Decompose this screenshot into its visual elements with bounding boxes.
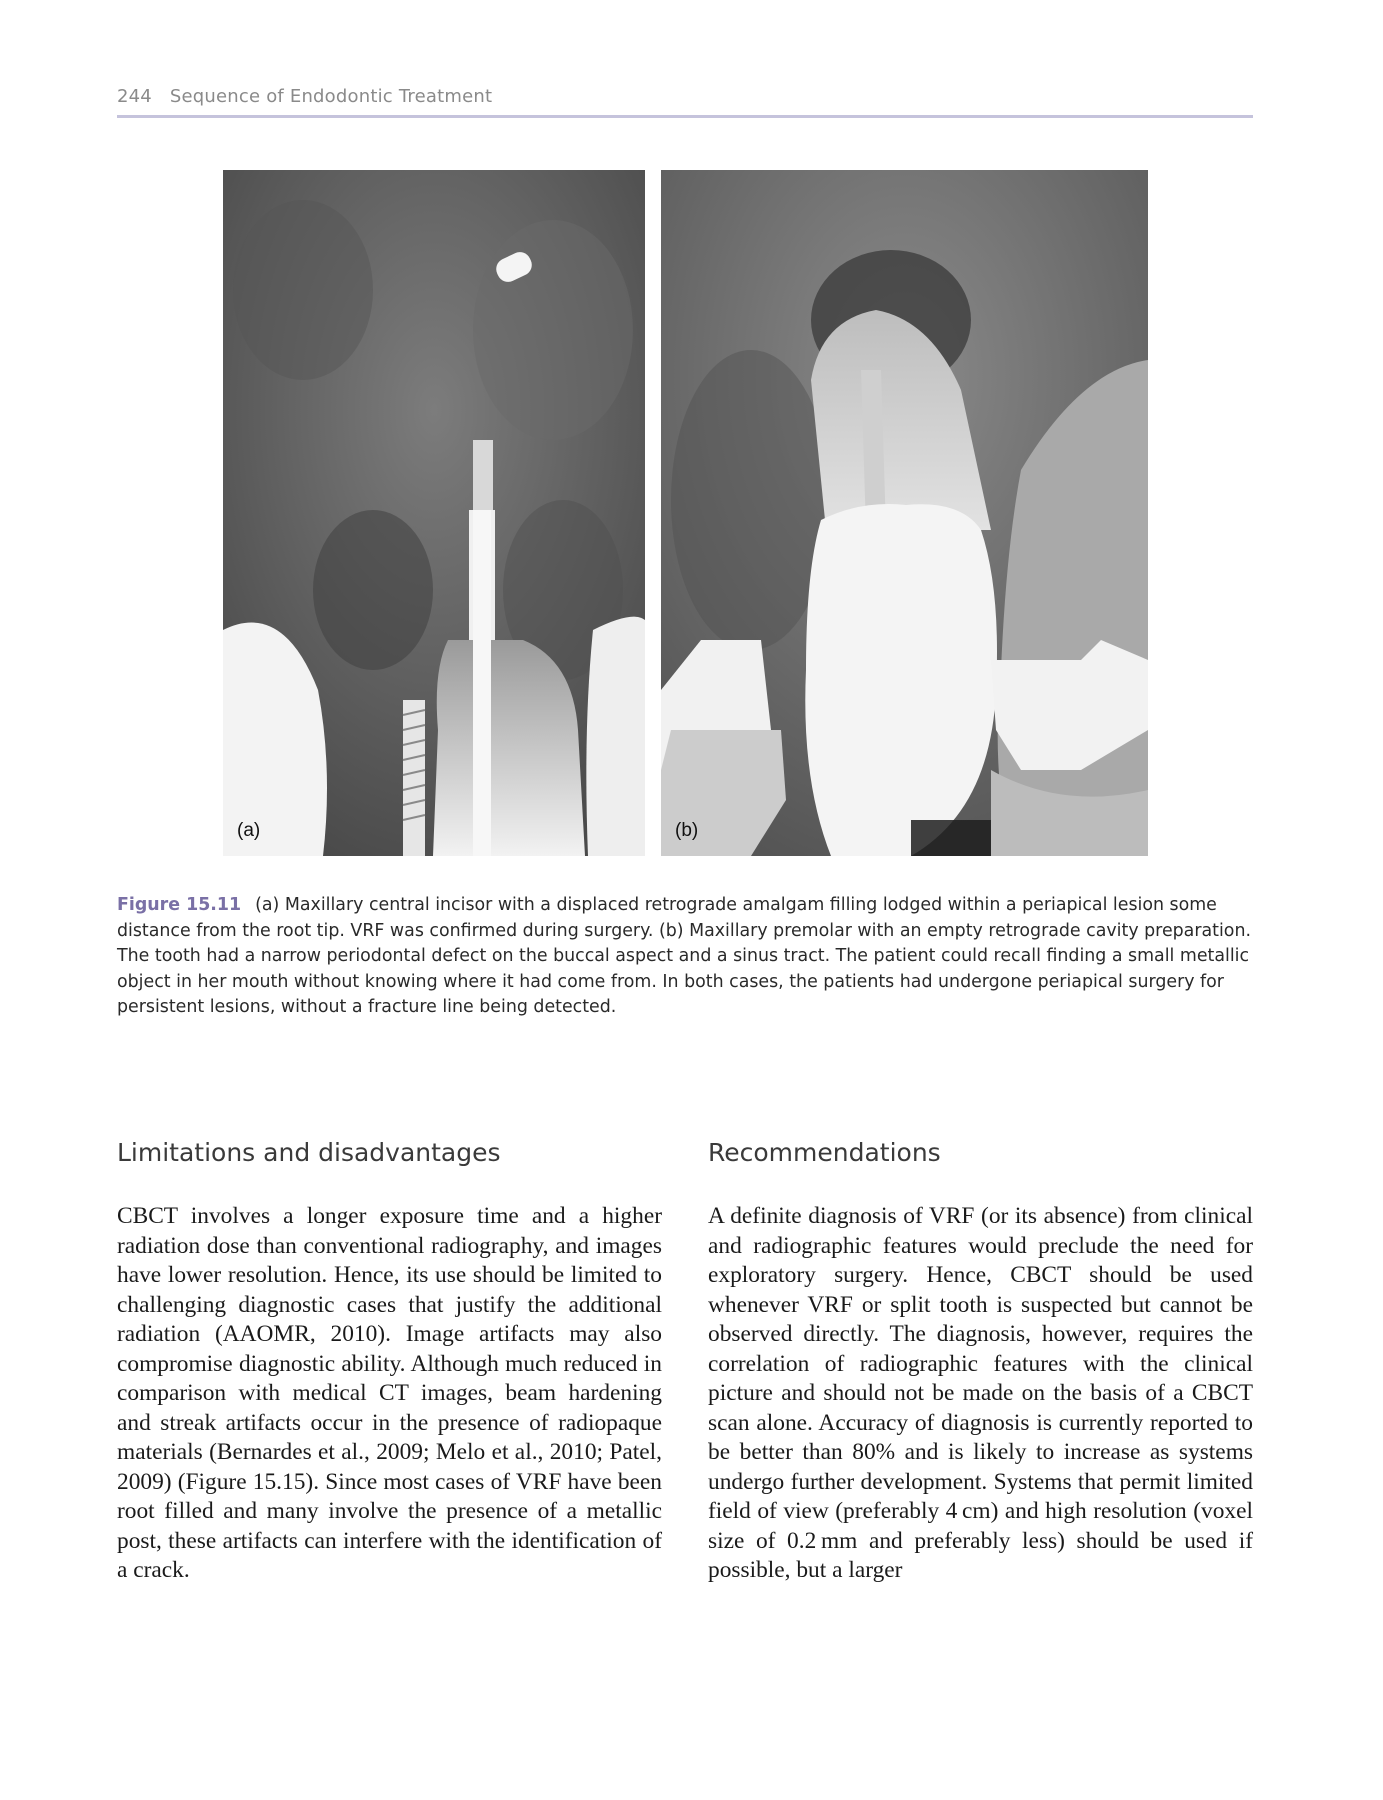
running-head bbox=[117, 86, 492, 107]
radiograph-a-image bbox=[223, 170, 645, 856]
panel-b-label: (b) bbox=[675, 820, 699, 841]
section-heading-recommendations: Recommendations bbox=[708, 1138, 941, 1167]
panel-a-label: (a) bbox=[237, 820, 261, 841]
figure-number: Figure 15.11 bbox=[117, 895, 242, 916]
section-body-limitations: CBCT involves a longer exposure time and a higher radiation dose than conventional radiography, and images have lower resolution. Hence, its use should be limited to challenging diagnostic cases that justify the additional radiation (AAOMR, 2010). Image artifacts may also compromise diagnostic ability. Although much reduced in comparison with medical CT images, beam hardening and streak artifacts occur in the presence of radiopaque materials (Bernardes et al., 2009; Melo et al., 2010; Patel, 2009) (Figure 15.15). Since most cases of VRF have been root filled and many involve the presence of a metallic post, these artifacts can interfere with the identification of a crack. bbox=[117, 1203, 662, 1583]
section-body-recommendations: A definite diagnosis of VRF (or its absence) from clinical and radiographic features would preclude the need for exploratory surgery. Hence, CBCT should be used whenever VRF or split tooth is suspected but cannot be observed directly. The diagnosis, however, requires the correlation of radiographic features with the clinical picture and should not be made on the basis of a CBCT scan alone. Accuracy of diagnosis is currently reported to be better than 80% and is likely to increase as systems undergo further development. Systems that permit limited field of view (preferably 4 cm) and high resolution (voxel size of 0.2 mm and preferably less) should be used if possible, but a larger bbox=[708, 1203, 1253, 1583]
figure-caption-text: (a) Maxillary central incisor with a displaced retrograde amalgam filling lodged within a periapical lesion some distance from the root tip. VRF was confirmed during surgery. (b) Maxillary premolar with an empty retrograde cavity preparation. The tooth had a narrow periodontal defect on the buccal aspect and a sinus tract. The patient could recall finding a small metallic object in her mouth without knowing where it had come from. In both cases, the patients had undergone periapical surgery for persistent lesions, without a fracture line being detected. bbox=[117, 895, 1251, 1018]
radiograph-panel-b bbox=[661, 170, 1148, 856]
radiograph-b-image bbox=[661, 170, 1148, 856]
page-number: 244 bbox=[117, 86, 152, 107]
figure-caption bbox=[117, 893, 1253, 1021]
section-heading-limitations: Limitations and disadvantages bbox=[117, 1138, 501, 1167]
running-title: Sequence of Endodontic Treatment bbox=[169, 86, 493, 107]
header-rule bbox=[117, 115, 1253, 118]
radiograph-panel-a bbox=[223, 170, 645, 856]
